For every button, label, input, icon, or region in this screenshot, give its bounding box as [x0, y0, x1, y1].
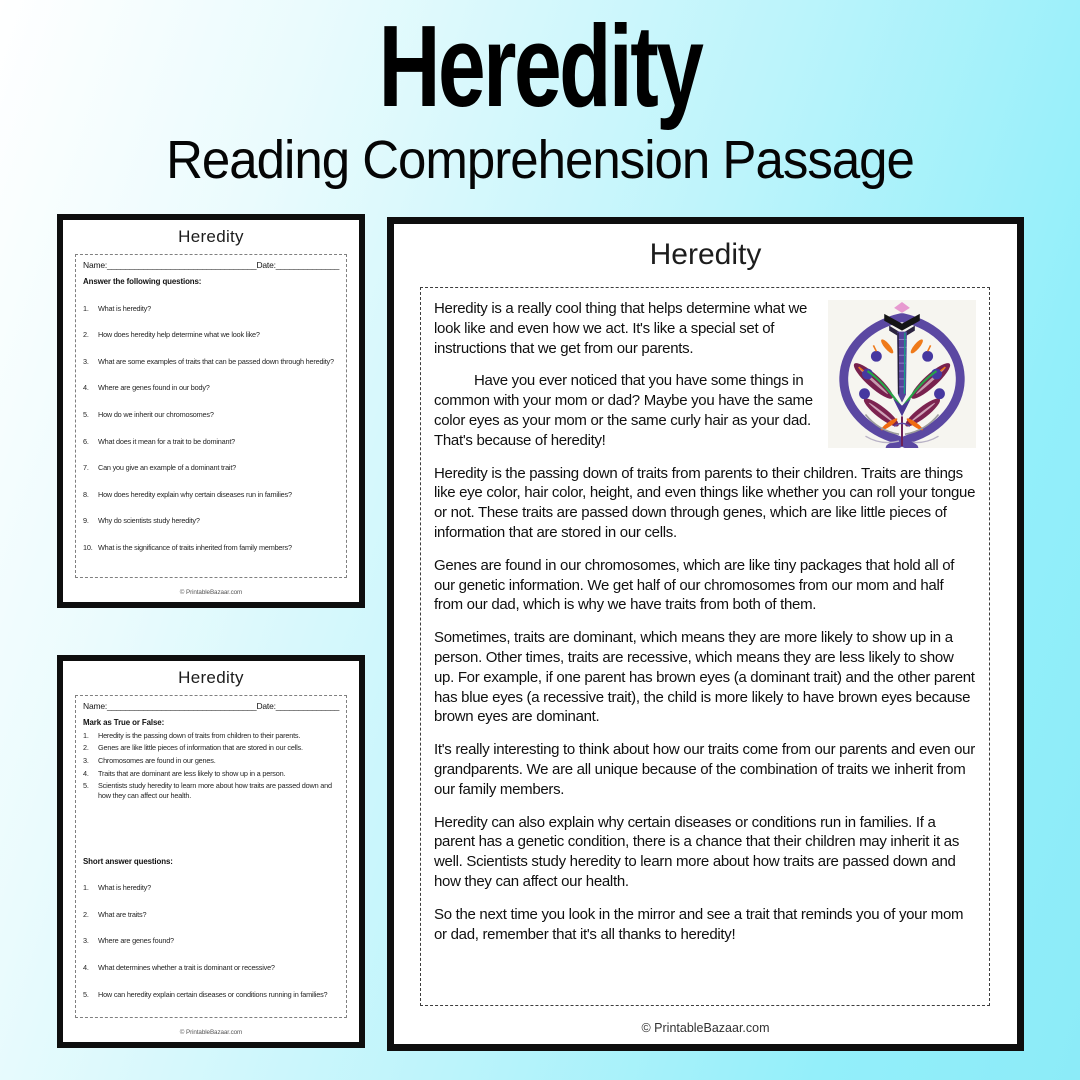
question-text: Where are genes found in our body?	[98, 383, 210, 393]
truefalse-item	[83, 781, 338, 799]
question-number: 10.	[83, 542, 93, 552]
question-text: What is the significance of traits inherited from family members?	[98, 542, 292, 552]
passage-title: Heredity	[649, 238, 762, 271]
question-number: 9.	[83, 516, 89, 526]
item-text: Scientists study heredity to learn more about how traits are passed down and how they can affect our health.	[98, 781, 332, 800]
truefalse-item	[83, 731, 338, 740]
item-number: 1.	[83, 730, 89, 740]
name-field	[83, 260, 256, 270]
passage-paragraph-5: It's really interesting to think about how our traits come from our parents and even our grandparents. We are all unique because of the combination of traits we inherit from our family members.	[434, 741, 975, 798]
question-number: 7.	[83, 463, 89, 473]
passage-paragraph-1b: Have you ever noticed that you have some things in common with your mom or dad? Maybe you have the same color eyes as your mom or the same curly hair as your dad. That's because of heredity!	[434, 372, 813, 449]
name-field	[83, 701, 256, 711]
item-number: 4.	[83, 768, 89, 778]
item-text: Genes are like little pieces of information that are stored in our cells.	[98, 743, 303, 753]
date-field	[256, 701, 339, 711]
name-label: Name:	[83, 701, 108, 711]
item-number: 1.	[83, 883, 89, 893]
truefalse-item	[83, 769, 338, 778]
item-number: 5.	[83, 781, 89, 791]
truefalse-header: Mark as True or False:	[83, 718, 165, 727]
heredity-illustration	[828, 300, 976, 448]
question-text: Why do scientists study heredity?	[98, 516, 200, 526]
copyright-footer: © PrintableBazaar.com	[179, 589, 243, 596]
passage-paragraph-2: Heredity is the passing down of traits from parents to their children. Traits are things like eye color, hair color, height, and even things like whether you can roll your tongue or not. These traits are passed down through genes, which are like little pieces of information that are stored in our cells.	[434, 464, 976, 541]
passage-paragraph-3: Genes are found in our chromosomes, which are like tiny packages that hold all of our genetic information. We get half of our chromosomes from our mom and half from our dad, which is why we have traits from both of them.	[434, 556, 955, 614]
passage-paragraph-4: Sometimes, traits are dominant, which means they are more likely to show up in a person. Other times, traits are recessive, which means they are less likely to show up. For example, if one parent has brown eyes (a dominant trait) and the other parent has blue eyes (a recessive trait), the child is more likely to have brown eyes because brown eyes are dominant.	[434, 629, 975, 726]
item-text: What determines whether a trait is dominant or recessive?	[98, 962, 275, 972]
shortanswer-item	[83, 963, 338, 972]
passage-paragraph-6: Heredity can also explain why certain diseases or conditions run in families. If a parent has a genetic condition, there is a chance that their children may inherit it as well. Scientists study heredity to learn more about how traits are passed down and how they can affect our health.	[434, 813, 960, 890]
question-item	[83, 490, 338, 499]
question-text: How does heredity explain why certain diseases run in families?	[98, 489, 292, 499]
question-text: What does it mean for a trait to be dominant?	[98, 436, 236, 446]
item-number: 2.	[83, 743, 89, 753]
name-label: Name:	[83, 260, 108, 270]
item-text: How can heredity explain certain diseases or conditions running in families?	[98, 989, 328, 999]
question-number: 3.	[83, 356, 89, 366]
date-blank-line: ______________	[275, 701, 340, 711]
worksheet-dashed-frame	[75, 254, 347, 578]
question-item	[83, 516, 338, 525]
question-number: 1.	[83, 303, 89, 313]
question-item	[83, 330, 338, 339]
item-text: Where are genes found?	[98, 936, 174, 946]
truefalse-list	[83, 731, 338, 800]
name-blank-line: _________________________________	[107, 701, 257, 711]
question-number: 2.	[83, 330, 89, 340]
passage-paragraph-7: So the next time you look in the mirror and see a trait that reminds you of your mom or dad, remember that it's all thanks to heredity!	[434, 905, 964, 943]
date-blank-line: ______________	[275, 260, 340, 270]
name-date-row	[83, 701, 338, 711]
item-text: What are traits?	[98, 909, 147, 919]
worksheet-dashed-frame	[75, 695, 347, 1018]
question-text: What are some examples of traits that can be passed down through heredity?	[98, 356, 334, 366]
section-header: Answer the following questions:	[83, 277, 202, 286]
worksheet-title: Heredity	[178, 668, 244, 687]
reading-passage-page	[387, 217, 1024, 1051]
question-item	[83, 437, 338, 446]
question-list	[83, 304, 338, 553]
question-text: Can you give an example of a dominant trait?	[98, 463, 237, 473]
question-text: What is heredity?	[98, 303, 151, 313]
item-text: What is heredity?	[98, 883, 151, 893]
copyright-footer: © PrintableBazaar.com	[641, 1021, 770, 1035]
date-field	[256, 260, 339, 270]
truefalse-item	[83, 756, 338, 765]
item-number: 3.	[83, 756, 89, 765]
name-blank-line: _________________________________	[107, 260, 257, 270]
worksheet-truefalse-page	[57, 655, 365, 1048]
item-text: Traits that are dominant are less likely to show up in a person.	[98, 768, 286, 778]
question-item	[83, 383, 338, 392]
question-item	[83, 304, 338, 313]
item-text: Chromosomes are found in our genes.	[98, 756, 216, 765]
page-subtitle: Reading Comprehension Passage	[166, 129, 914, 190]
passage-paragraph-1a: Heredity is a really cool thing that helps determine what we look like and even how we act. It's like a special set of instructions that we get from our parents.	[434, 300, 808, 357]
question-item	[83, 357, 338, 366]
question-item	[83, 410, 338, 419]
shortanswer-list	[83, 883, 338, 999]
question-number: 5.	[83, 409, 89, 419]
passage-dashed-frame	[420, 287, 990, 1006]
shortanswer-header: Short answer questions:	[83, 856, 173, 866]
question-number: 6.	[83, 436, 89, 446]
shortanswer-item	[83, 910, 338, 919]
shortanswer-item	[83, 936, 338, 945]
question-text: How does heredity help determine what we look like?	[98, 330, 260, 340]
page-title: Heredity	[378, 0, 702, 131]
shortanswer-item	[83, 990, 338, 999]
question-text: How do we inherit our chromosomes?	[98, 409, 214, 419]
shortanswer-item	[83, 883, 338, 892]
question-item	[83, 543, 338, 552]
question-number: 8.	[83, 489, 89, 499]
item-number: 3.	[83, 936, 89, 946]
question-number: 4.	[83, 383, 89, 393]
date-label: Date:	[256, 701, 276, 711]
item-text: Heredity is the passing down of traits from children to their parents.	[98, 730, 301, 740]
item-number: 4.	[83, 962, 89, 972]
item-number: 2.	[83, 909, 89, 919]
truefalse-item	[83, 743, 338, 752]
name-date-row	[83, 260, 338, 270]
item-number: 5.	[83, 989, 89, 999]
copyright-footer: © PrintableBazaar.com	[179, 1029, 243, 1036]
heredity-illustration-graphic	[828, 300, 976, 448]
worksheet-questions-page	[57, 214, 365, 608]
worksheet-title: Heredity	[178, 227, 244, 246]
question-item	[83, 463, 338, 472]
date-label: Date:	[256, 260, 276, 270]
